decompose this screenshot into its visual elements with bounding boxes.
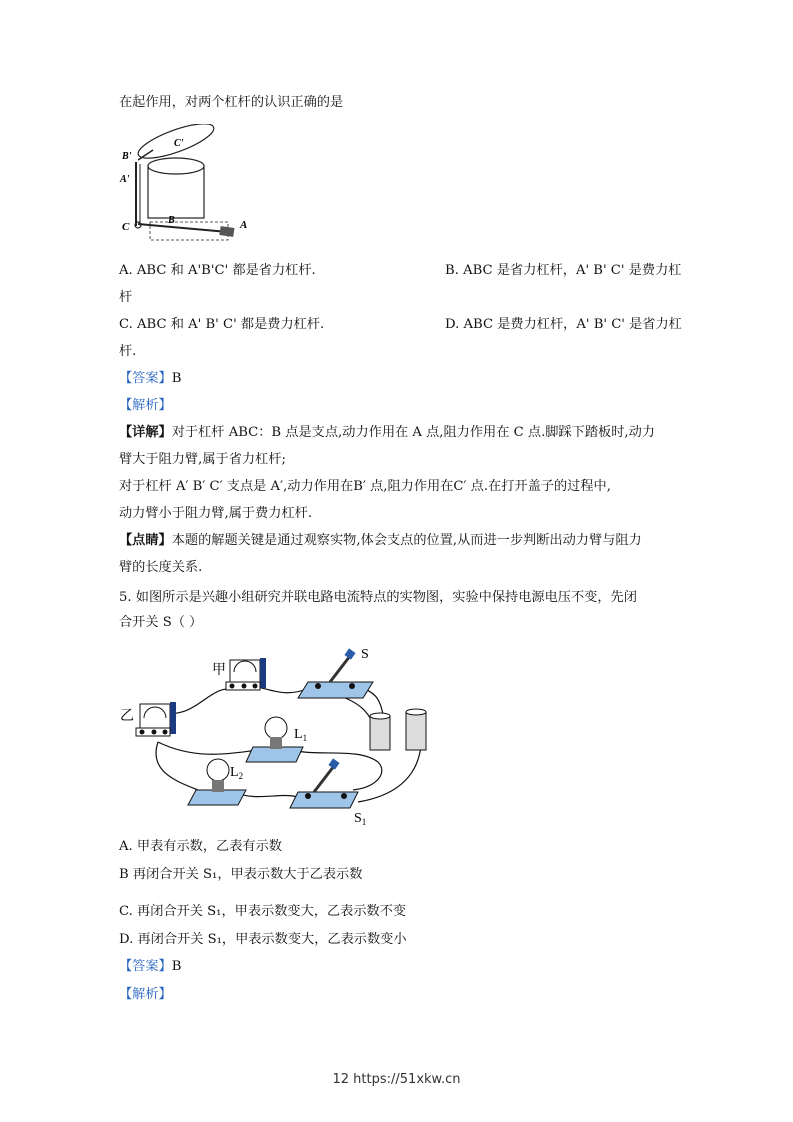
label-a: A bbox=[240, 219, 248, 231]
q5-option-d: D. 再闭合开关 S₁，甲表示数变大，乙表示数变小 bbox=[119, 932, 407, 947]
ammeter-yi bbox=[136, 702, 176, 736]
q5-stem-line-1: 5. 如图所示是兴趣小组研究并联电路电流特点的实物图，实验中保持电源电压不变，先闭 bbox=[119, 590, 637, 605]
label-yi: 乙 bbox=[120, 709, 134, 724]
q4-stem-tail: 在起作用，对两个杠杆的认识正确的是 bbox=[119, 95, 344, 110]
battery-right bbox=[406, 709, 426, 750]
q4-option-a: A. ABC 和 A'B'C' 都是省力杠杆. bbox=[119, 263, 316, 278]
label-s: S bbox=[361, 647, 369, 662]
q5-option-a: A. 甲表有示数，乙表有示数 bbox=[119, 839, 282, 854]
q4-option-b: B. ABC 是省力杠杆，A' B' C' 是费力杠 bbox=[445, 263, 682, 278]
lever-figure bbox=[118, 124, 258, 244]
label-b: B bbox=[168, 215, 175, 226]
label-a-prime: A' bbox=[120, 174, 130, 185]
label-c-prime: C' bbox=[174, 138, 184, 149]
q4-comment-line-1: 【点睛】本题的解题关键是通过观察实物,体会支点的位置,从而进一步判断出动力臂与阻力 bbox=[119, 533, 642, 548]
q5-option-b: B 再闭合开关 S₁，甲表示数大于乙表示数 bbox=[119, 867, 363, 882]
q5-analysis-tag: 【解析】 bbox=[119, 987, 172, 1002]
q4-option-b-cont: 杆 bbox=[119, 290, 133, 305]
q4-option-d-cont: 杆. bbox=[119, 344, 137, 359]
q5-answer: 【答案】B bbox=[119, 959, 182, 974]
q4-detail-line-3: 对于杠杆 A′ B′ C′ 支点是 A′,动力作用在B′ 点,阻力作用在C′ 点.在打开盖子的过程中, bbox=[119, 479, 611, 494]
q4-option-c: C. ABC 和 A' B' C' 都是费力杠杆. bbox=[119, 317, 325, 332]
q4-detail-line-1: 【详解】对于杠杆 ABC：B 点是支点,动力作用在 A 点,阻力作用在 C 点.脚踩下踏板时,动力 bbox=[119, 425, 655, 440]
q4-detail-line-4: 动力臂小于阻力臂,属于费力杠杆. bbox=[119, 506, 313, 521]
q5-option-c: C. 再闭合开关 S₁，甲表示数变大，乙表示数不变 bbox=[119, 904, 407, 919]
q5-stem-line-2: 合开关 S（ ） bbox=[119, 615, 203, 630]
battery-left bbox=[370, 713, 390, 750]
switch-s1 bbox=[290, 758, 358, 808]
label-l1: $L_1$ bbox=[294, 727, 308, 743]
page-footer: 12 https://51xkw.cn bbox=[332, 1072, 461, 1087]
label-s1: $S_1$ bbox=[354, 811, 367, 827]
label-c: C bbox=[122, 221, 130, 233]
q4-answer: 【答案】B bbox=[119, 371, 182, 386]
circuit-figure bbox=[118, 642, 438, 832]
q4-analysis-tag: 【解析】 bbox=[119, 398, 172, 413]
q4-detail-line-2: 臂大于阻力臂,属于省力杠杆; bbox=[119, 452, 286, 467]
label-l2: $L_2$ bbox=[230, 765, 244, 781]
ammeter-jia bbox=[226, 658, 266, 690]
q4-comment-line-2: 臂的长度关系. bbox=[119, 560, 203, 575]
q4-option-d: D. ABC 是费力杠杆，A' B' C' 是省力杠 bbox=[445, 317, 682, 332]
label-b-prime: B' bbox=[122, 151, 132, 162]
label-jia: 甲 bbox=[212, 663, 226, 678]
